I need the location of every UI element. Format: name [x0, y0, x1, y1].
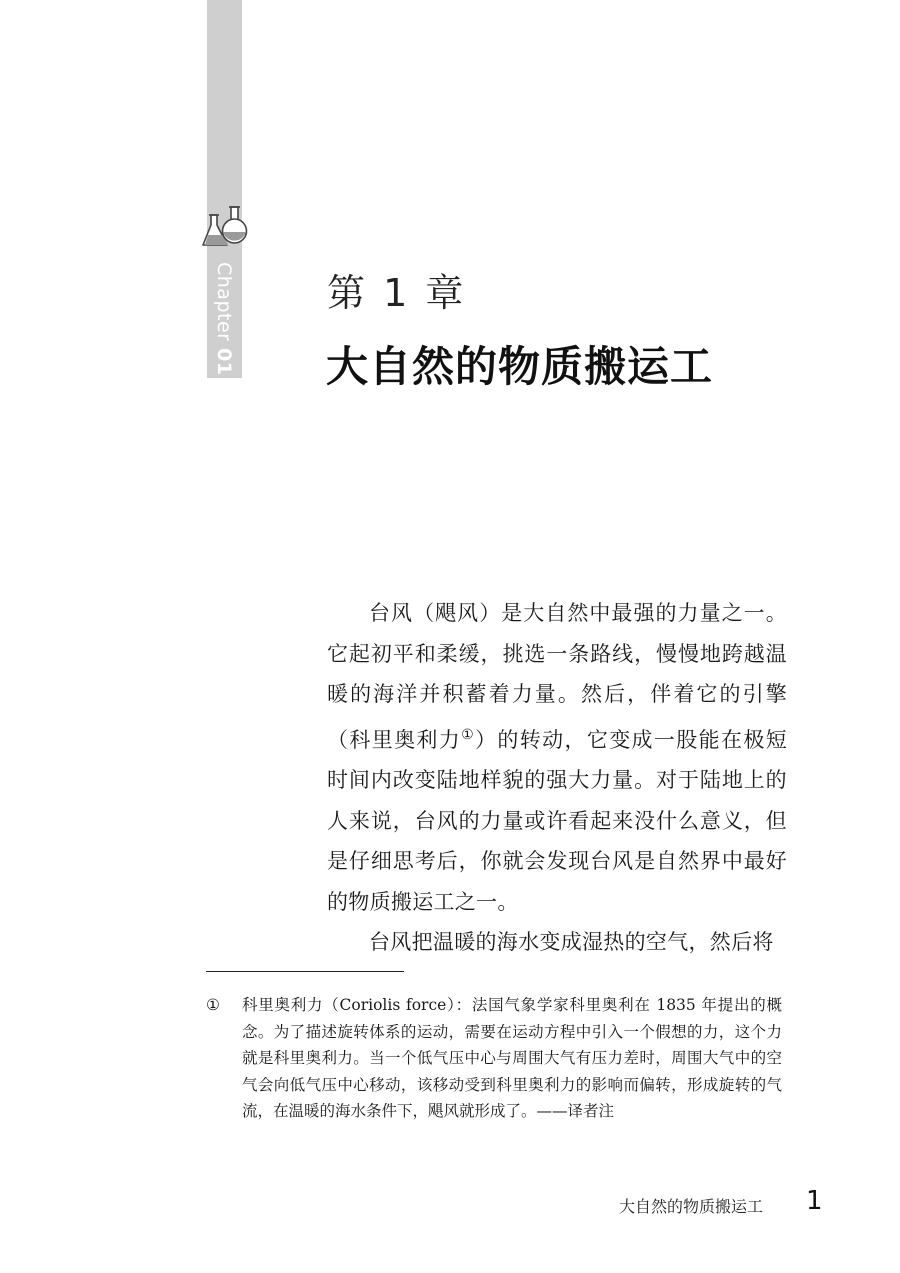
paragraph-1-part-b: ）的转动，它变成一股能在极短时间内改变陆地样貌的强大力量。对于陆地上的人来说，台风的力量或许看起来没什么意义，但是仔细思考后，你就会发现台风是自然界中最好的物质搬运工之一。 — [327, 727, 787, 914]
chapter-title: 大自然的物质搬运工 — [326, 342, 714, 391]
footnote — [206, 992, 782, 1125]
paragraph-1 — [327, 593, 787, 922]
chapter-tab-label — [212, 262, 236, 376]
page-number: 1 — [806, 1186, 823, 1216]
running-head: 大自然的物质搬运工 — [619, 1197, 764, 1216]
body-text — [327, 593, 787, 963]
footnote-divider — [206, 971, 404, 972]
footnote-reference: ① — [461, 726, 476, 743]
flask-icon — [200, 203, 252, 249]
chapter-tab-word: Chapter — [213, 262, 235, 342]
footnote-text: 科里奥利力（Coriolis force）：法国气象学家科里奥利在 1835 年提出的概念。为了描述旋转体系的运动，需要在运动方程中引入一个假想的力，这个力就是科里奥利力。当一个低气压中心与周围大气有压力差时，周围大气中的空气会向低气压中心移动，该移动受到科里奥利力的影响而偏转，形成旋转的气流，在温暖的海水条件下，飓风就形成了。——译者注 — [242, 996, 782, 1120]
paragraph-2: 台风把温暖的海水变成湿热的空气，然后将 — [369, 930, 774, 954]
footnote-marker: ① — [206, 996, 220, 1014]
chapter-tab-number: 01 — [213, 348, 235, 376]
paragraph-1-part-a: 台风（飓风）是大自然中最强的力量之一。它起初平和柔缓，挑选一条路线，慢慢地跨越温暖的海洋并积蓄着力量。然后，伴着它的引擎（科里奥利力 — [327, 601, 787, 752]
chapter-number-heading: 第 1 章 — [327, 271, 467, 315]
